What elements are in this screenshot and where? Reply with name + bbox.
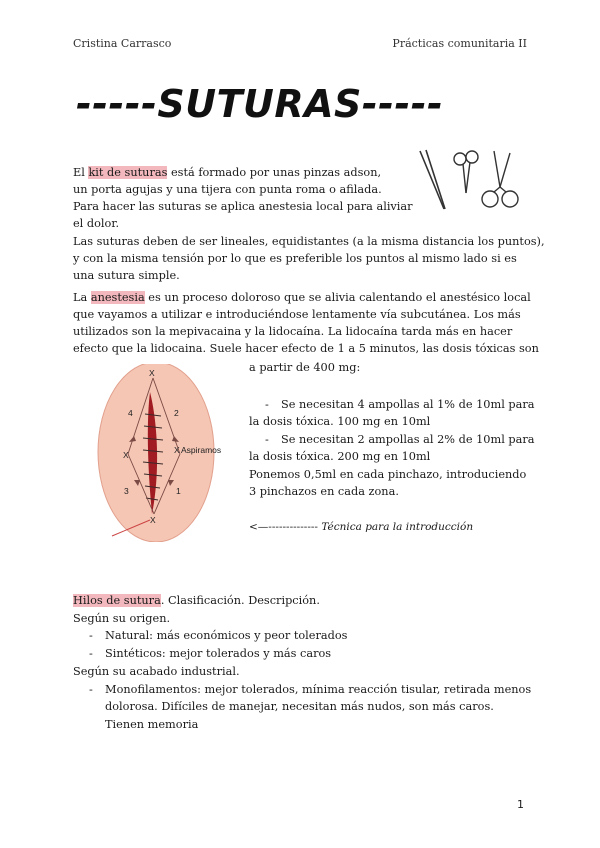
hilos-acabado: Según su acabado industrial. — [73, 665, 240, 678]
intro-line-1: El kit de suturas está formado por unas pinzas adson, — [73, 166, 382, 179]
scissors-icon — [454, 151, 478, 193]
technique-caption: <—-------------- Técnica para la introducción — [249, 521, 474, 533]
intro-line-11: efecto que la lidocaina. Suele hacer efecto de 1 a 5 minutos, las dosis tóxicas son — [73, 342, 539, 355]
label-x-right: X — [174, 445, 180, 455]
label-4: 4 — [128, 408, 133, 418]
dose-bullet-2-cont: la dosis tóxica. 200 mg en 10ml — [249, 450, 431, 463]
dose-note-1: Ponemos 0,5ml en cada pinchazo, introduciendo — [249, 468, 527, 481]
label-x-bottom: X — [150, 515, 156, 525]
intro-line-2: un porta agujas y una tijera con punta roma o afilada. — [73, 183, 382, 196]
page-title: -----SUTURAS----- — [76, 82, 444, 126]
intro-line-6: y con la misma tensión por lo que es preferible los puntos al mismo lado si es — [73, 252, 517, 265]
label-x-top: X — [149, 368, 155, 378]
anesthesia-technique-figure — [72, 364, 242, 542]
label-aspiramos: Aspiramos — [181, 445, 222, 455]
needle-holder-icon — [482, 151, 518, 207]
label-1: 1 — [176, 486, 181, 496]
intro-line-9: que vayamos a utilizar e introduciéndose lentamente vía subcutánea. Los más — [73, 308, 521, 321]
intro-line-7: una sutura simple. — [73, 269, 180, 282]
highlight-hilos-de-sutura: Hilos de sutura — [73, 594, 161, 607]
intro-line-10: utilizados son la mepivacaina y la lidocaína. La lidocaína tarda más en hacer — [73, 325, 513, 338]
hilos-item-monofilamentos: - Monofilamentos: mejor tolerados, mínima reacción tisular, retirada menos — [89, 683, 532, 696]
intro-line-3: Para hacer las suturas se aplica anestesia local para aliviar — [73, 200, 413, 213]
label-2: 2 — [174, 408, 179, 418]
hilos-origen: Según su origen. — [73, 612, 171, 625]
dose-bullet-1-cont: la dosis tóxica. 100 mg en 10ml — [249, 415, 431, 428]
intro-line-8: La anestesia es un proceso doloroso que se alivia calentando el anestésico local — [73, 291, 531, 304]
hilos-item-natural: - Natural: más económicos y peor tolerados — [89, 629, 348, 642]
adson-forceps-icon — [420, 150, 445, 209]
label-x-left: X — [123, 450, 129, 460]
dose-bullet-2: - Se necesitan 2 ampollas al 2% de 10ml para — [265, 433, 535, 446]
suture-kit-illustration — [414, 147, 526, 217]
header-course: Prácticas comunitaria II — [392, 37, 527, 50]
highlight-anestesia: anestesia — [90, 291, 145, 304]
hilos-heading: Hilos de sutura. Clasificación. Descripción. — [73, 594, 320, 607]
hilos-item-monofilamentos-cont2: Tienen memoria — [105, 718, 199, 731]
intro-line-5: Las suturas deben de ser lineales, equidistantes (a la misma distancia los puntos), — [73, 235, 545, 248]
dose-bullet-1: - Se necesitan 4 ampollas al 1% de 10ml para — [265, 398, 535, 411]
hilos-item-sinteticos: - Sintéticos: mejor tolerados y más caros — [89, 647, 332, 660]
intro-line-4: el dolor. — [73, 217, 120, 230]
header-author: Cristina Carrasco — [73, 37, 172, 50]
intro-line-12: a partir de 400 mg: — [249, 361, 361, 374]
hilos-item-monofilamentos-cont: dolorosa. Difíciles de manejar, necesitan más nudos, son más caros. — [105, 700, 494, 713]
highlight-kit-de-suturas: kit de suturas — [88, 166, 168, 179]
page-number: 1 — [517, 798, 524, 811]
label-3: 3 — [124, 486, 129, 496]
dose-note-2: 3 pinchazos en cada zona. — [249, 485, 399, 498]
